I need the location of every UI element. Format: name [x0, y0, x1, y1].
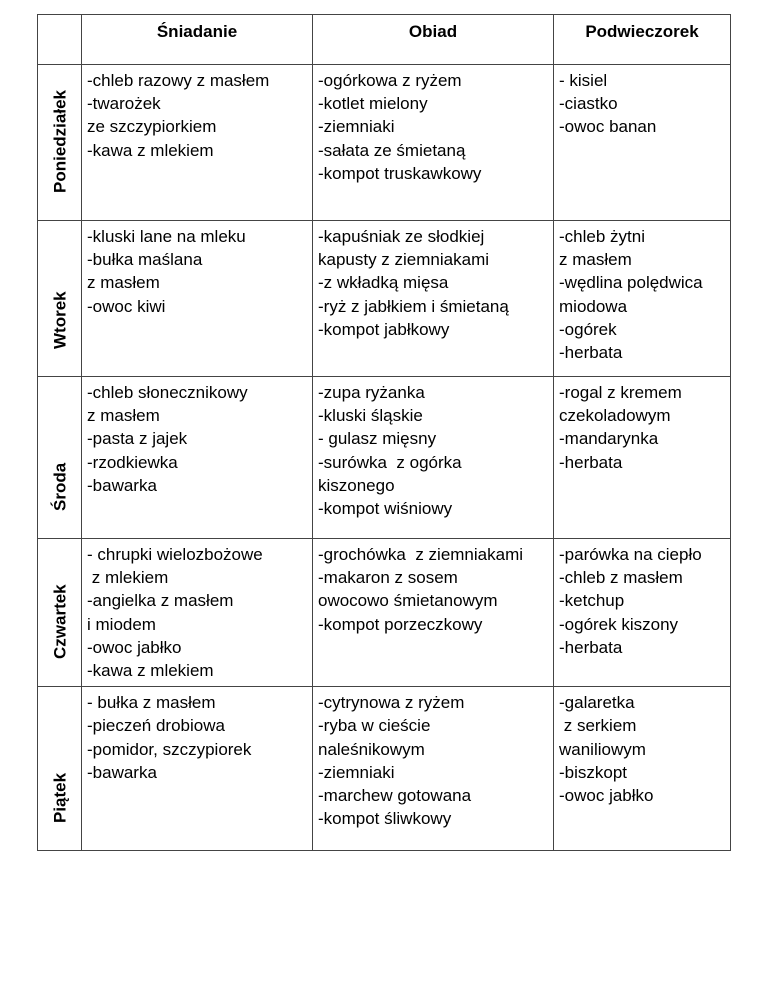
meal-item: -kluski lane na mleku [87, 227, 246, 246]
meal-cell-sniadanie [82, 687, 313, 851]
meal-item: -kompot truskawkowy [318, 163, 482, 183]
meal-item: kapusty z ziemniakami [318, 250, 490, 270]
day-cell [38, 687, 82, 851]
meal-item: -bułka maślana [87, 250, 203, 270]
day-cell [38, 221, 82, 377]
meal-item: -surówka z ogórka [318, 452, 462, 472]
meal-cell-sniadanie [82, 221, 313, 377]
meal-item: -marchew gotowana [318, 786, 472, 806]
table-row [38, 221, 731, 377]
day-label: Piątek [49, 772, 69, 824]
meal-item: - kisiel [559, 71, 608, 90]
meal-item: -mandarynka [559, 429, 659, 449]
meal-item: - gulasz mięsny [318, 429, 437, 449]
column-header-obiad: Obiad [313, 15, 554, 65]
meal-cell-obiad [313, 65, 554, 221]
meal-item: -makaron z sosem [318, 568, 458, 588]
meal-cell-obiad [313, 377, 554, 539]
meal-item: -chleb razowy z masłem [87, 71, 270, 90]
meal-item: -angielka z masłem [87, 591, 234, 611]
column-header-podwieczorek: Podwieczorek [554, 15, 731, 65]
meal-item: -kompot porzeczkowy [318, 614, 483, 634]
meal-item: z mlekiem [87, 568, 169, 588]
meal-cell-podwieczorek [554, 377, 731, 539]
meal-item: -kawa z mlekiem [87, 661, 214, 681]
meal-item: -ziemniaki [318, 117, 395, 137]
meal-item: - bułka z masłem [87, 693, 216, 713]
meal-item: z masłem [87, 273, 160, 293]
meal-item: -pieczeń drobiowa [87, 716, 225, 736]
meal-item: -kompot wiśniowy [318, 499, 453, 519]
table-row [38, 687, 731, 851]
meal-item: -owoc banan [559, 117, 657, 137]
table-row [38, 65, 731, 221]
day-label: Poniedziałek [49, 89, 69, 193]
meal-item: -kluski śląskie [318, 406, 423, 426]
meal-item: -ogórek kiszony [559, 614, 679, 634]
column-header-sniadanie: Śniadanie [82, 15, 313, 65]
day-label: Wtorek [49, 291, 69, 349]
meal-item: - chrupki wielozbożowe [87, 545, 263, 564]
day-label: Czwartek [49, 584, 69, 660]
meal-cell-podwieczorek [554, 539, 731, 687]
meal-cell-obiad [313, 539, 554, 687]
meal-item: -sałata ze śmietaną [318, 140, 466, 160]
corner-cell [38, 15, 82, 65]
meal-cell-sniadanie [82, 65, 313, 221]
meal-item: -kapuśniak ze słodkiej [318, 227, 485, 246]
meal-item: -ziemniaki [318, 762, 395, 782]
meal-item: owocowo śmietanowym [318, 591, 498, 611]
meal-item: -ketchup [559, 591, 625, 611]
meal-item: -ryba w cieście [318, 716, 431, 736]
day-label: Środa [49, 462, 69, 511]
meal-item: -twarożek [87, 94, 161, 114]
meal-item: -zupa ryżanka [318, 383, 425, 402]
meal-item: -chleb żytni [559, 227, 645, 246]
meal-item: -z wkładką mięsa [318, 273, 449, 293]
meal-item: -chleb z masłem [559, 568, 683, 588]
meal-item: -ryż z jabłkiem i śmietaną [318, 296, 509, 316]
meal-item: -pomidor, szczypiorek [87, 739, 252, 759]
meal-item: -pasta z jajek [87, 429, 188, 449]
meal-item: -parówka na ciepło [559, 545, 702, 564]
meal-item: -kotlet mielony [318, 94, 428, 114]
meal-cell-obiad [313, 687, 554, 851]
meal-item: -rzodkiewka [87, 452, 178, 472]
meal-item: kiszonego [318, 475, 395, 495]
meal-item: -cytrynowa z ryżem [318, 693, 465, 713]
header-row [38, 15, 731, 65]
meal-item: naleśnikowym [318, 739, 425, 759]
meal-item: -wędlina polędwica [559, 273, 703, 293]
meal-item: -biszkopt [559, 762, 628, 782]
meal-item: miodowa [559, 296, 628, 316]
meal-item: -ogórek [559, 319, 617, 339]
meal-cell-sniadanie [82, 539, 313, 687]
meal-cell-podwieczorek [554, 65, 731, 221]
meal-item: z masłem [87, 406, 160, 426]
meal-cell-sniadanie [82, 377, 313, 539]
meal-cell-podwieczorek [554, 221, 731, 377]
meal-cell-podwieczorek [554, 687, 731, 851]
meal-item: -grochówka z ziemniakami [318, 545, 524, 564]
day-cell [38, 539, 82, 687]
meal-item: -ogórkowa z ryżem [318, 71, 462, 90]
weekly-menu-table [37, 14, 731, 851]
meal-item: waniliowym [559, 739, 646, 759]
meal-item: -bawarka [87, 762, 157, 782]
meal-item: -galaretka [559, 693, 635, 713]
meal-item: -owoc kiwi [87, 296, 166, 316]
day-cell [38, 65, 82, 221]
meal-item: z masłem [559, 250, 632, 270]
meal-item: -bawarka [87, 475, 157, 495]
meal-item: -herbata [559, 452, 623, 472]
meal-cell-obiad [313, 221, 554, 377]
meal-item: -herbata [559, 343, 623, 363]
meal-item: i miodem [87, 614, 156, 634]
table-row [38, 539, 731, 687]
meal-item: -rogal z kremem [559, 383, 682, 402]
meal-item: -owoc jabłko [87, 637, 182, 657]
table-row [38, 377, 731, 539]
meal-item: -owoc jabłko [559, 786, 654, 806]
meal-item: -herbata [559, 637, 623, 657]
meal-item: z serkiem [559, 716, 637, 736]
meal-item: -chleb słonecznikowy [87, 383, 248, 402]
day-cell [38, 377, 82, 539]
meal-item: -ciastko [559, 94, 618, 114]
meal-item: -kompot śliwkowy [318, 809, 452, 829]
meal-item: -kompot jabłkowy [318, 319, 450, 339]
meal-item: ze szczypiorkiem [87, 117, 217, 137]
meal-item: czekoladowym [559, 406, 671, 426]
meal-item: -kawa z mlekiem [87, 140, 214, 160]
